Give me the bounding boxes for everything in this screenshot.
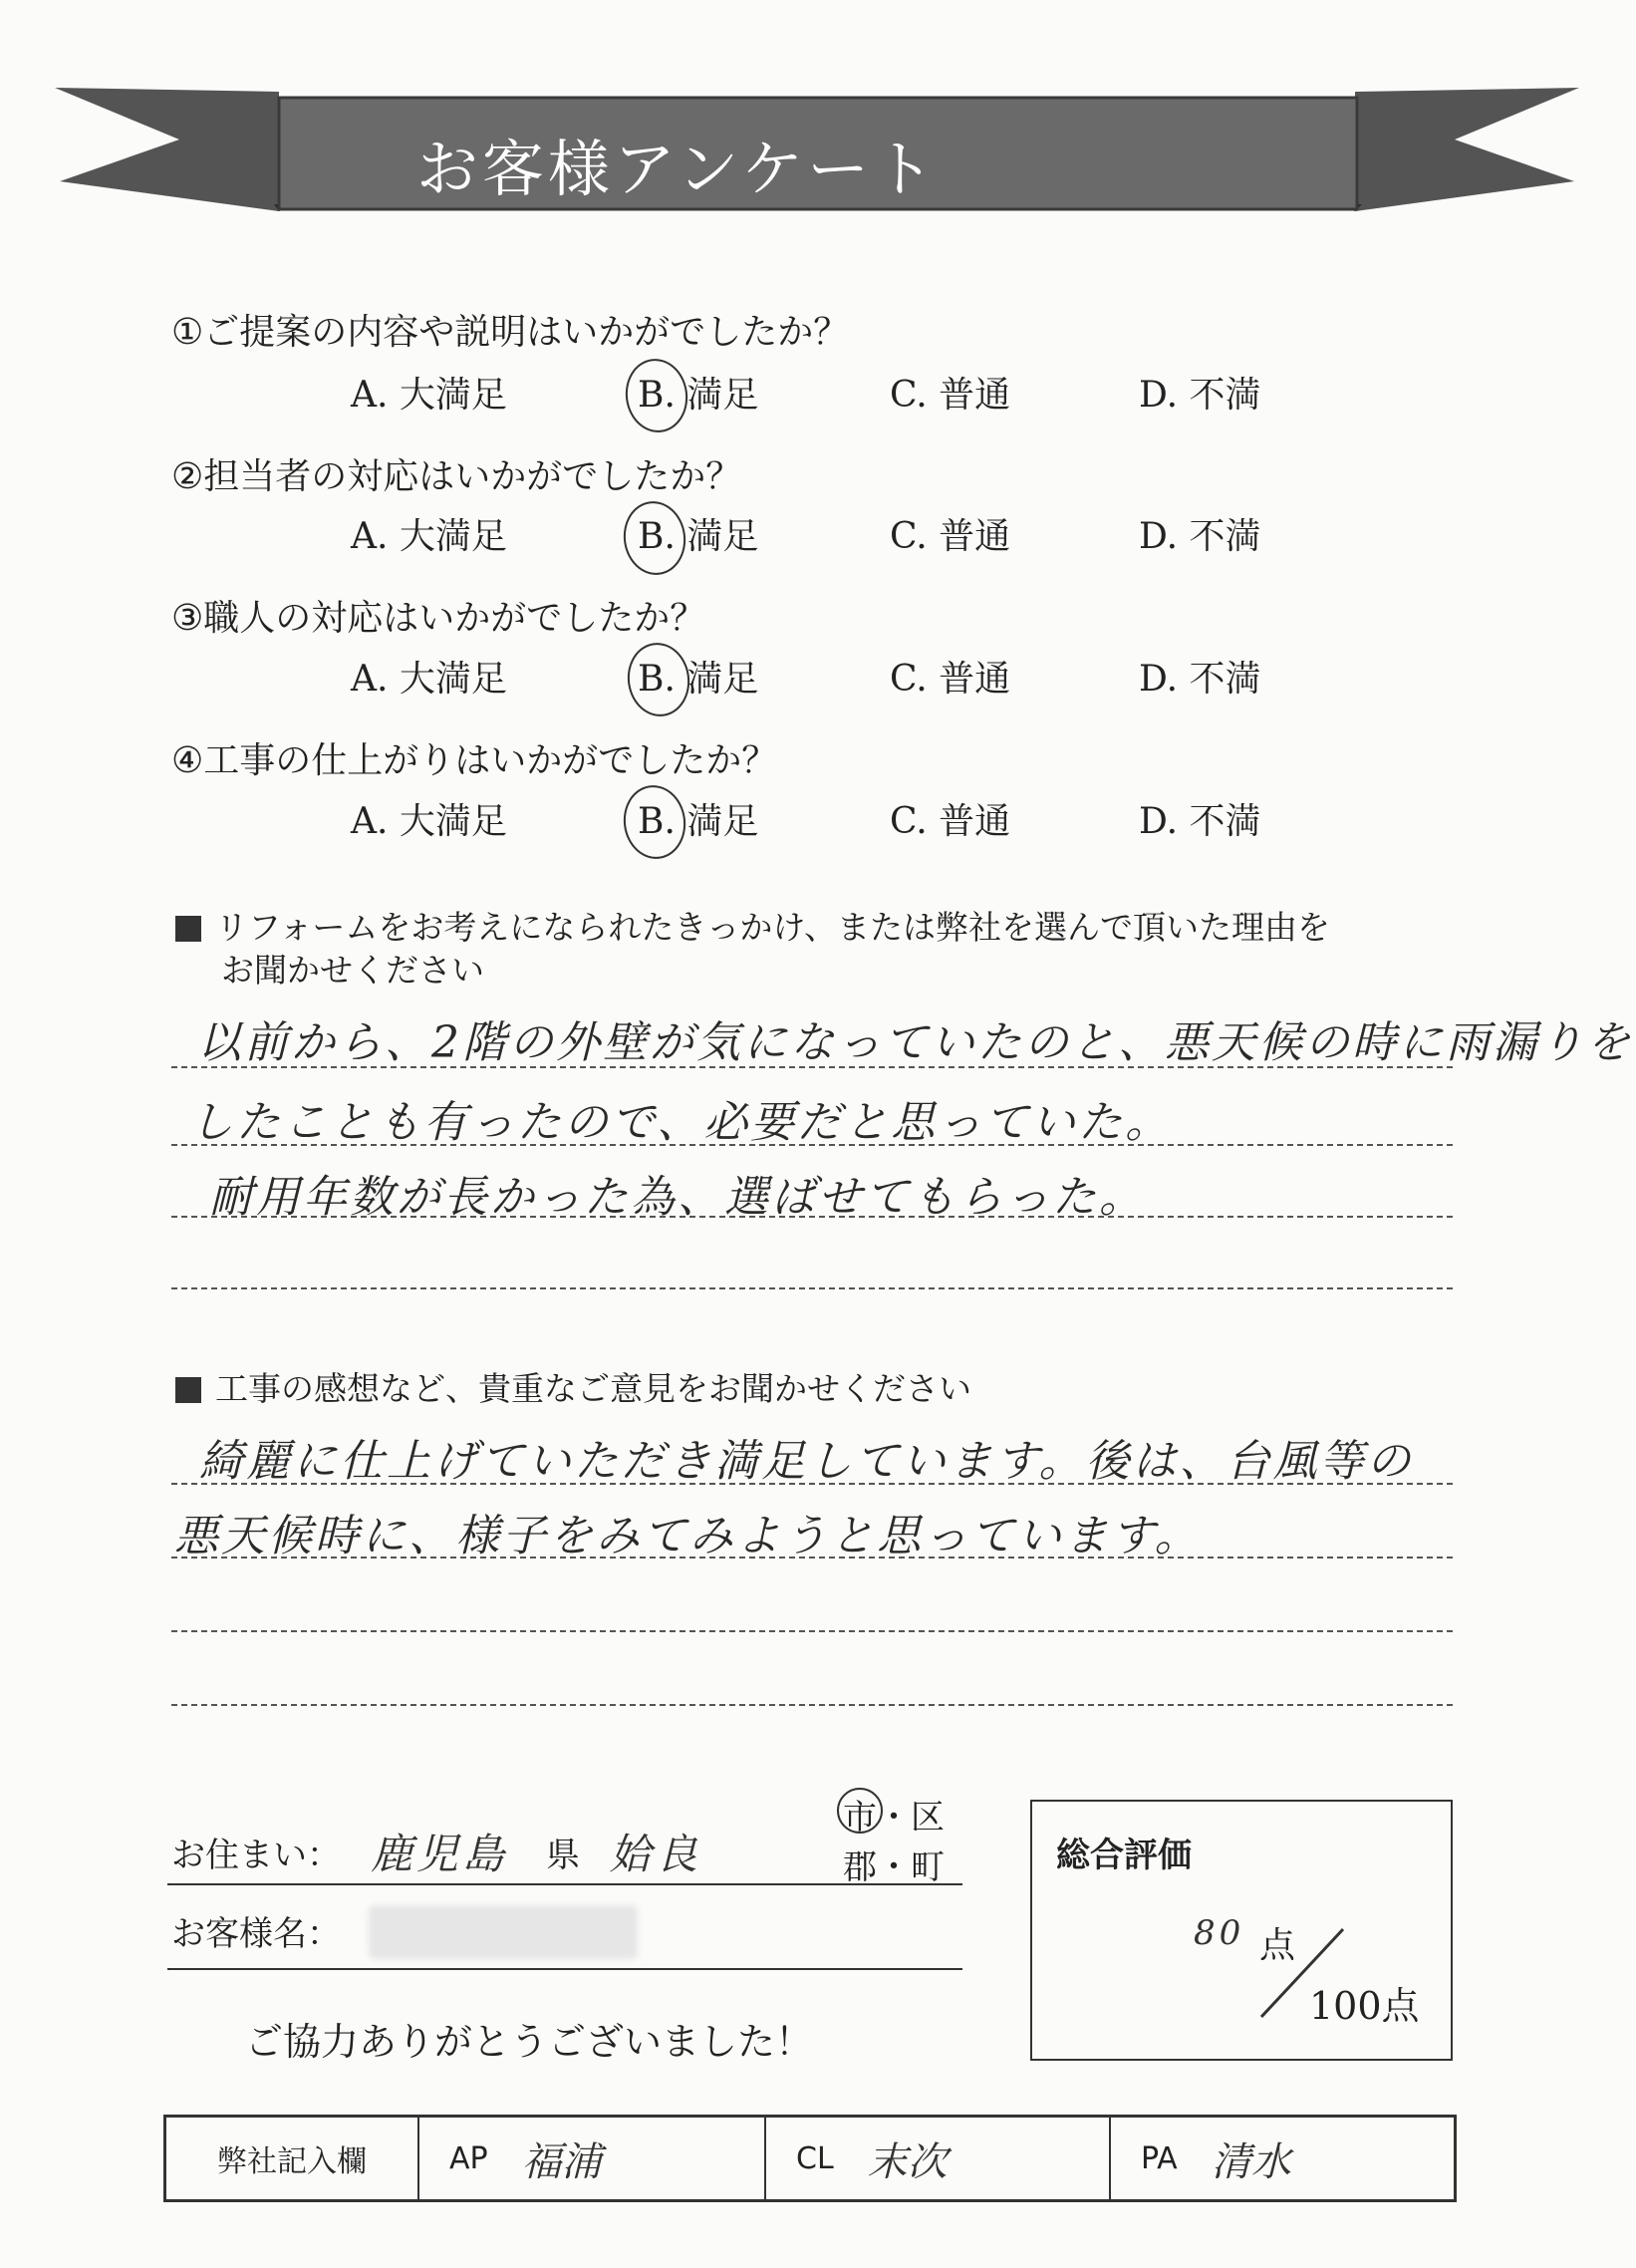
rating-unit: 点 <box>1259 1925 1296 1966</box>
q4-option-d[interactable]: D. 不満 <box>1139 801 1261 842</box>
section2-heading: 工事の感想など、貴重なご意見をお聞かせください <box>175 1363 971 1410</box>
question-3: ③職人の対応はいかがでしたか？ <box>171 598 706 639</box>
section1-heading: リフォームをお考えになられたきっかけ、または弊社を選んで頂いた理由を <box>175 902 1330 949</box>
opinion-answer-line-2: 悪天候時に、様子をみてみようと思っています。 <box>174 1511 1202 1561</box>
answer-line <box>171 1483 1453 1485</box>
reason-answer-line-2: したことも有ったので、必要だと思っていた。 <box>189 1097 1173 1148</box>
rating-label: 総合評価 <box>1056 1836 1192 1875</box>
ap-cell: AP 福浦 <box>419 2118 766 2199</box>
cl-cell: CL 末次 <box>766 2118 1111 2199</box>
q1-option-d[interactable]: D. 不満 <box>1139 375 1261 416</box>
address-label: お住まい： <box>171 1836 341 1875</box>
bullet-square-icon <box>175 1377 201 1403</box>
q3-option-d[interactable]: D. 不満 <box>1139 659 1261 700</box>
reason-answer-line-3: 耐用年数が長かった為、選ばせてもらった。 <box>209 1172 1146 1223</box>
q2-option-d[interactable]: D. 不満 <box>1139 516 1261 557</box>
q3-option-b[interactable]: B. 満足 <box>638 659 759 700</box>
thanks-message: ご協力ありがとうございました！ <box>245 2020 814 2064</box>
q4-option-c[interactable]: C. 普通 <box>890 801 1011 842</box>
q1-option-c[interactable]: C. 普通 <box>890 375 1011 416</box>
address-underline <box>167 1883 962 1885</box>
answer-line <box>171 1630 1453 1632</box>
q2-option-a[interactable]: A. 大満足 <box>351 516 507 557</box>
city-selection-mark <box>837 1788 883 1834</box>
staff-entry-table <box>163 2115 1457 2202</box>
q4-option-a[interactable]: A. 大満足 <box>351 801 507 842</box>
prefecture-value: 鹿児島 <box>371 1830 509 1878</box>
redacted-name <box>369 1905 638 1959</box>
q3-option-a[interactable]: A. 大満足 <box>351 659 507 700</box>
customer-name-label: お客様名： <box>171 1914 341 1954</box>
question-4: ④工事の仕上がりはいかがでしたか？ <box>171 740 778 781</box>
bullet-square-icon <box>175 916 201 942</box>
answer-line <box>171 1216 1453 1218</box>
page-title: お客様アンケート <box>415 133 940 205</box>
opinion-answer-line-1: 綺麗に仕上げていただき満足しています。後は、台風等の <box>199 1436 1414 1487</box>
question-1: ①ご提案の内容や説明はいかがでしたか？ <box>171 312 850 353</box>
question-2: ②担当者の対応はいかがでしたか？ <box>171 456 742 497</box>
q1-option-b[interactable]: B. 満足 <box>638 375 759 416</box>
gun-cho-label: 郡・町 <box>843 1847 945 1887</box>
staff-table-header: 弊社記入欄 <box>166 2118 419 2199</box>
answer-line <box>171 1066 1453 1068</box>
answer-line <box>171 1704 1453 1706</box>
shi-ku-label: 市・区 <box>843 1798 945 1838</box>
q1-option-a[interactable]: A. 大満足 <box>351 375 507 416</box>
section1-heading-line2: お聞かせください <box>221 951 484 990</box>
q2-option-b[interactable]: B. 満足 <box>638 516 759 557</box>
q4-option-b[interactable]: B. 満足 <box>638 801 759 842</box>
city-value: 姶良 <box>610 1830 702 1878</box>
name-underline <box>167 1968 962 1970</box>
prefecture-suffix: 県 <box>546 1836 580 1875</box>
q3-option-c[interactable]: C. 普通 <box>890 659 1011 700</box>
rating-max: 100点 <box>1309 1984 1420 2028</box>
rating-score: 80 <box>1194 1913 1245 1953</box>
answer-line <box>171 1557 1453 1559</box>
q2-option-c[interactable]: C. 普通 <box>890 516 1011 557</box>
answer-line <box>171 1287 1453 1289</box>
pa-cell: PA 清水 <box>1141 2138 1291 2185</box>
reason-answer-line-1: 以前から、2階の外壁が気になっていたのと、悪天候の時に雨漏りを <box>197 1017 1633 1068</box>
answer-line <box>171 1144 1453 1146</box>
